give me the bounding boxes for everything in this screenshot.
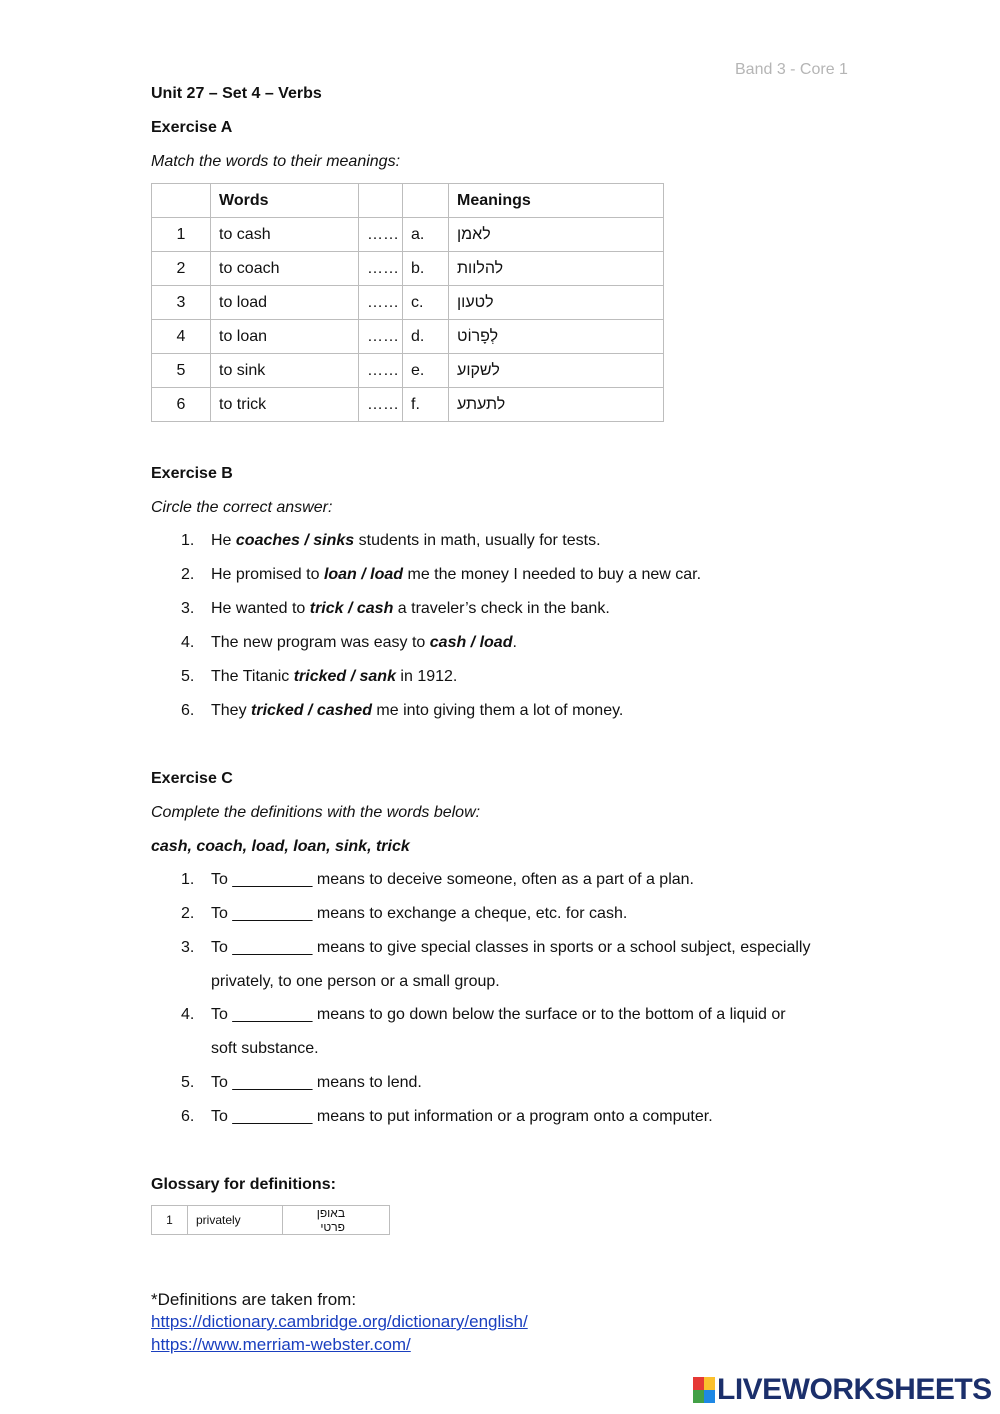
exercise-c-instruction: Complete the definitions with the words below: (151, 804, 481, 821)
item-sentence (211, 566, 701, 584)
row-number: 1 (152, 218, 211, 252)
header-blank-cell (359, 184, 403, 218)
answer-choice[interactable]: cash / load (429, 634, 513, 651)
row-number: 3 (152, 286, 211, 320)
item-number: 6. (181, 702, 195, 719)
item-number: 1. (181, 532, 195, 549)
sentence-start: He promised to (211, 566, 324, 583)
row-number: 2 (152, 252, 211, 286)
row-number: 4 (152, 320, 211, 354)
glossary-heading: Glossary for definitions: (151, 1176, 336, 1193)
header-words: Words (211, 184, 359, 218)
item-number: 2. (181, 905, 195, 922)
row-number: 6 (152, 388, 211, 422)
sentence-start: He (211, 532, 236, 549)
matching-table (151, 183, 664, 422)
answer-choice[interactable]: loan / load (323, 566, 404, 583)
item-sentence (211, 634, 517, 652)
exercise-a-heading: Exercise A (151, 119, 233, 136)
row-meaning: לשקוע (449, 354, 664, 388)
sentence-end: in 1912. (395, 668, 458, 685)
page-title: Unit 27 – Set 4 – Verbs (151, 85, 322, 102)
matching-table-header (152, 184, 664, 218)
table-row (152, 354, 664, 388)
header-num-cell (152, 184, 211, 218)
item-number: 3. (181, 939, 195, 956)
sentence-start: The Titanic (211, 668, 294, 685)
answer-choice[interactable]: tricked / sank (293, 668, 396, 685)
table-row (152, 1206, 390, 1235)
definition-line[interactable]: To _________ means to give special classes in sports or a school subject, especially (211, 939, 811, 956)
table-row (152, 218, 664, 252)
liveworksheets-logo[interactable] (693, 1374, 992, 1406)
exercise-c-heading: Exercise C (151, 770, 233, 787)
answer-choice[interactable]: tricked / cashed (251, 702, 372, 719)
row-word: to sink (211, 354, 359, 388)
row-word: to coach (211, 252, 359, 286)
sentence-end: . (512, 634, 517, 651)
item-number: 4. (181, 634, 195, 651)
sentence-end: me the money I needed to buy a new car. (403, 566, 702, 583)
word-bank: cash, coach, load, loan, sink, trick (151, 838, 410, 855)
liveworksheets-logo-icon (693, 1377, 715, 1403)
header-note: Band 3 - Core 1 (735, 61, 848, 78)
header-letter-cell (403, 184, 449, 218)
table-row (152, 252, 664, 286)
logo-square-blue (704, 1390, 715, 1403)
row-meaning: לתעתע (449, 388, 664, 422)
row-letter: f. (403, 388, 449, 422)
definition-line[interactable]: To _________ means to put information or a program onto a computer. (211, 1108, 713, 1125)
definition-line[interactable]: To _________ means to go down below the surface or to the bottom of a liquid or (211, 1006, 786, 1023)
answer-blank[interactable]: …… (359, 388, 403, 422)
logo-square-red (693, 1377, 704, 1390)
exercise-a-instruction: Match the words to their meanings: (151, 153, 401, 170)
sentence-start: The new program was easy to (211, 634, 430, 651)
row-word: to loan (211, 320, 359, 354)
item-sentence (211, 600, 610, 618)
answer-blank[interactable]: …… (359, 320, 403, 354)
logo-text: LIVEWORKSHEETS (717, 1373, 992, 1406)
item-number: 6. (181, 1108, 195, 1125)
exercise-b-heading: Exercise B (151, 465, 233, 482)
row-word: to load (211, 286, 359, 320)
row-letter: a. (403, 218, 449, 252)
definition-line[interactable]: To _________ means to deceive someone, often as a part of a plan. (211, 871, 694, 888)
item-number: 4. (181, 1006, 195, 1023)
item-number: 2. (181, 566, 195, 583)
sentence-end: students in math, usually for tests. (354, 532, 601, 549)
item-sentence (211, 532, 601, 550)
row-letter: b. (403, 252, 449, 286)
header-meanings: Meanings (449, 184, 664, 218)
row-number: 5 (152, 354, 211, 388)
logo-square-green (693, 1390, 704, 1403)
item-number: 3. (181, 600, 195, 617)
table-row (152, 320, 664, 354)
row-word: to cash (211, 218, 359, 252)
answer-choice[interactable]: trick / cash (309, 600, 394, 617)
glossary-num: 1 (152, 1206, 188, 1235)
row-letter: e. (403, 354, 449, 388)
item-number: 5. (181, 1074, 195, 1091)
exercise-b-instruction: Circle the correct answer: (151, 499, 333, 516)
logo-square-yellow (704, 1377, 715, 1390)
answer-blank[interactable]: …… (359, 286, 403, 320)
sentence-end: me into giving them a lot of money. (371, 702, 624, 719)
item-number: 5. (181, 668, 195, 685)
sentence-end: a traveler’s check in the bank. (393, 600, 610, 617)
row-meaning: להלוות (449, 252, 664, 286)
glossary-word: privately (188, 1206, 283, 1235)
sources-intro: *Definitions are taken from: (151, 1290, 357, 1309)
answer-blank[interactable]: …… (359, 354, 403, 388)
merriam-webster-link[interactable]: https://www.merriam-webster.com/ (151, 1335, 411, 1354)
sentence-start: He wanted to (211, 600, 310, 617)
row-letter: c. (403, 286, 449, 320)
definition-line[interactable]: To _________ means to exchange a cheque, etc. for cash. (211, 905, 628, 922)
row-meaning: לטעון (449, 286, 664, 320)
definition-line[interactable]: To _________ means to lend. (211, 1074, 422, 1091)
definition-line-continued: soft substance. (211, 1040, 319, 1057)
table-row (152, 286, 664, 320)
item-number: 1. (181, 871, 195, 888)
answer-blank[interactable]: …… (359, 252, 403, 286)
row-meaning: לְפָרוֹט (449, 320, 664, 354)
answer-choice[interactable]: coaches / sinks (235, 532, 355, 549)
table-row (152, 388, 664, 422)
answer-blank[interactable]: …… (359, 218, 403, 252)
definition-line-continued: privately, to one person or a small group. (211, 973, 500, 990)
glossary-meaning: באופן פרטי (283, 1206, 390, 1235)
sentence-start: They (211, 702, 252, 719)
glossary-table (151, 1205, 390, 1235)
row-meaning: לאמן (449, 218, 664, 252)
item-sentence (211, 668, 457, 686)
row-word: to trick (211, 388, 359, 422)
cambridge-link[interactable]: https://dictionary.cambridge.org/dictionary/english/ (151, 1312, 528, 1331)
row-letter: d. (403, 320, 449, 354)
item-sentence (211, 702, 623, 720)
